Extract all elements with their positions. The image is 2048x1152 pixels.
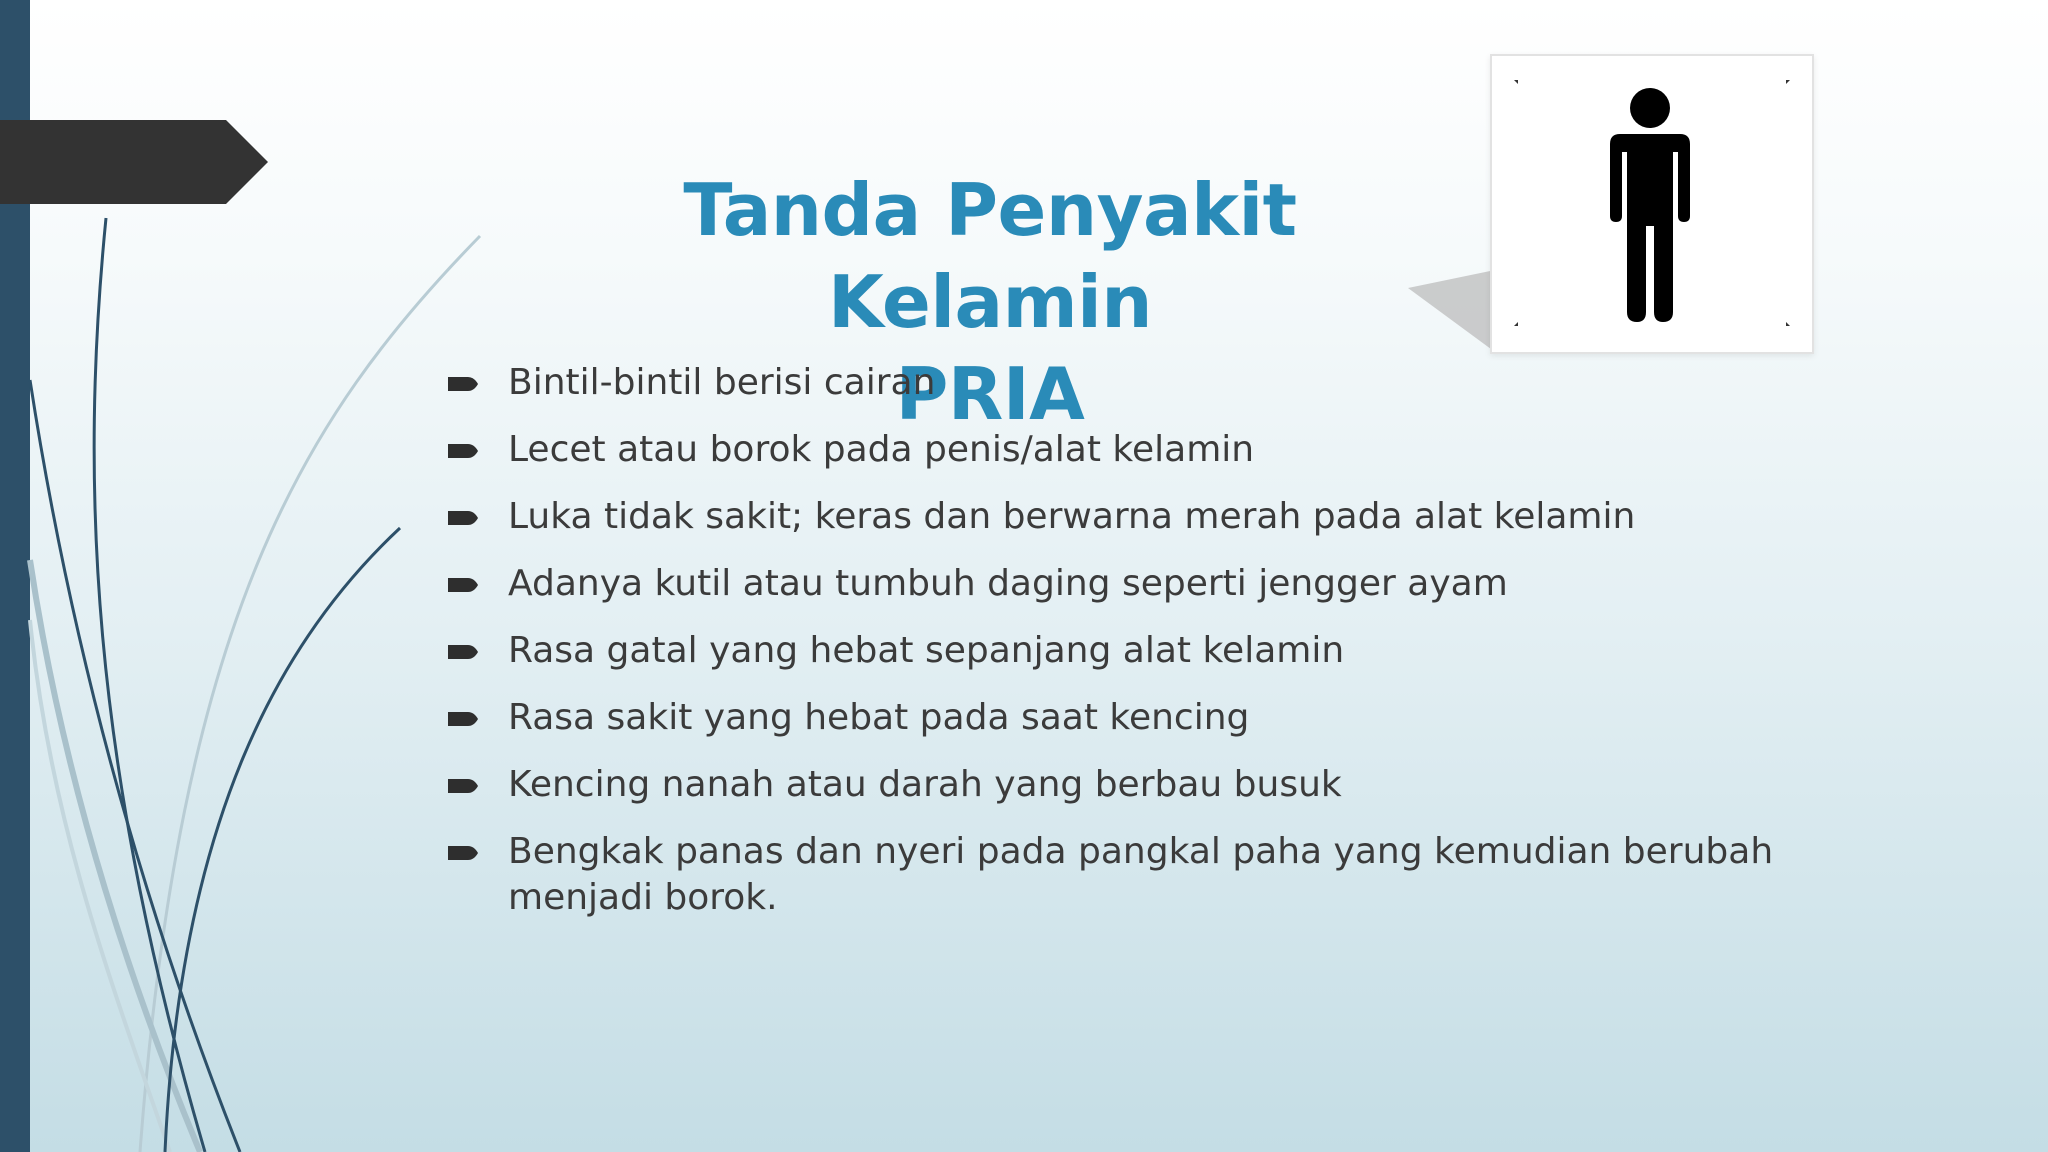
list-item bbox=[448, 561, 1858, 607]
list-item bbox=[448, 360, 1858, 406]
list-item-text: Rasa gatal yang hebat sepanjang alat kelamin bbox=[508, 630, 1345, 671]
list-item bbox=[448, 829, 1858, 921]
male-figure-image bbox=[1490, 54, 1814, 354]
list-item-text: Lecet atau borok pada penis/alat kelamin bbox=[508, 429, 1255, 470]
arrow-bullet-icon bbox=[448, 843, 480, 863]
list-item bbox=[448, 628, 1858, 674]
list-item-text: Bintil-bintil berisi cairan bbox=[508, 362, 936, 403]
title-line-2: PRIA bbox=[895, 352, 1085, 437]
list-item-text: Rasa sakit yang hebat pada saat kencing bbox=[508, 697, 1250, 738]
arrow-bullet-icon bbox=[448, 575, 480, 595]
arrow-tab bbox=[0, 120, 268, 204]
list-item-text: Adanya kutil atau tumbuh daging seperti jengger ayam bbox=[508, 563, 1508, 604]
bullet-list bbox=[448, 360, 1858, 942]
list-item bbox=[448, 494, 1858, 540]
list-item bbox=[448, 762, 1858, 808]
arrow-bullet-icon bbox=[448, 709, 480, 729]
list-item-text: Kencing nanah atau darah yang berbau busuk bbox=[508, 764, 1342, 805]
list-item-text: Bengkak panas dan nyeri pada pangkal paha yang kemudian berubah menjadi borok. bbox=[508, 831, 1774, 918]
arrow-bullet-icon bbox=[448, 441, 480, 461]
list-item-text: Luka tidak sakit; keras dan berwarna merah pada alat kelamin bbox=[508, 496, 1636, 537]
list-item bbox=[448, 695, 1858, 741]
arrow-bullet-icon bbox=[448, 508, 480, 528]
title-line-1: Tanda Penyakit Kelamin bbox=[683, 168, 1297, 345]
list-item bbox=[448, 427, 1858, 473]
arrow-bullet-icon bbox=[448, 776, 480, 796]
arrow-bullet-icon bbox=[448, 642, 480, 662]
arrow-bullet-icon bbox=[448, 374, 480, 394]
male-person-icon bbox=[1492, 56, 1812, 352]
